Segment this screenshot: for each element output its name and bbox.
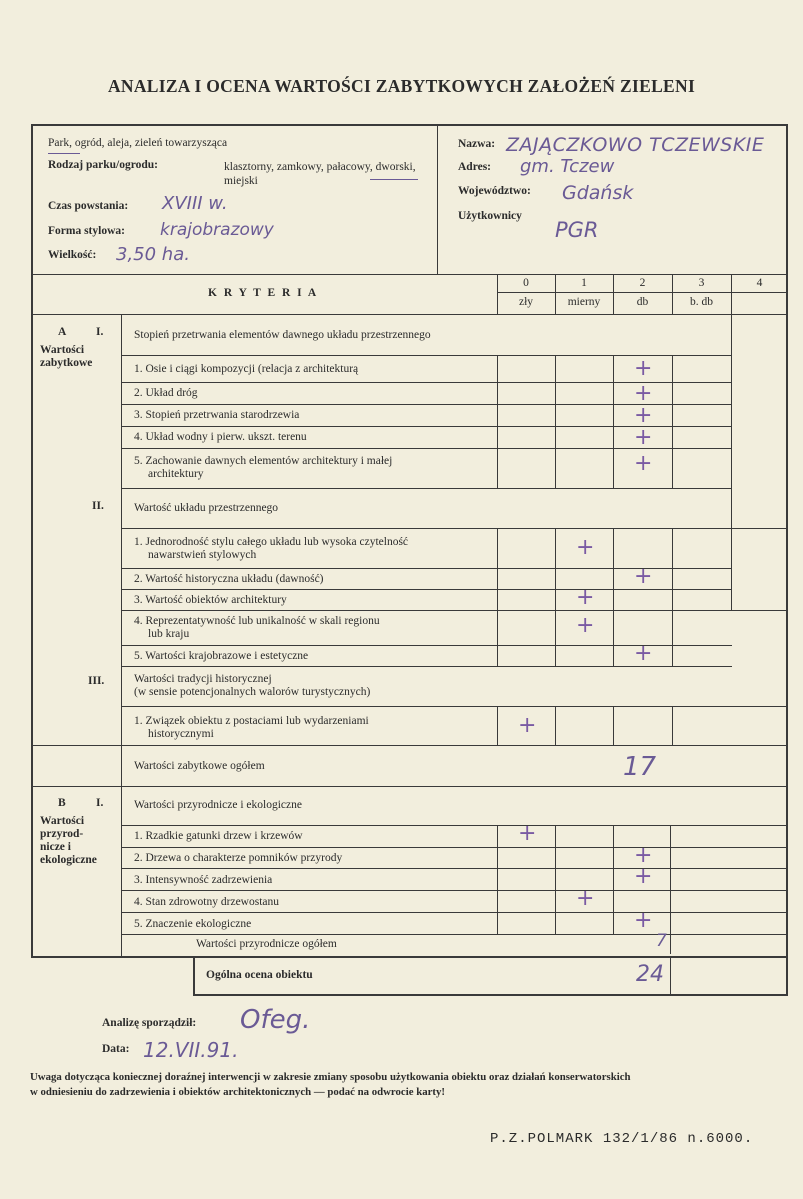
a-i-row-2: 2. Układ dróg [134,387,198,399]
underline-mark [48,153,80,154]
kryteria-label: K R Y T E R I A [208,287,319,299]
wojewodztwo-label: Województwo: [458,185,531,197]
a-ii-row-1b: nawarstwień stylowych [148,549,257,561]
a-i-title: Stopień przetrwania elementów dawnego układu przestrzennego [134,329,431,341]
a-ii-row-3: 3. Wartość obiektów architektury [134,594,287,606]
author-signature: Ofeg. [240,1005,311,1035]
a-iii-title-2: (w sensie potencjonalnych walorów turystycznych) [134,686,371,698]
forma-value: krajobrazowy [160,220,274,240]
adres-value: gm. Tczew [520,156,615,177]
a-iii-row-1b: historycznymi [148,728,214,740]
rodzaj-label: Rodzaj parku/ogrodu: [48,159,159,171]
col-3-name: b. db [690,296,713,308]
uzytkownicy-label: Użytkownicy [458,210,522,222]
col-2-name: db [636,296,649,308]
wielkosc-value: 3,50 ha. [116,244,190,265]
section-a-iii-roman: III. [88,675,105,687]
a-i-row-3: 3. Stopień przetrwania starodrzewia [134,409,300,421]
col-3-num: 3 [698,277,705,289]
score-mark-b_i-3: + [634,864,653,889]
col-1-name: mierny [567,296,601,308]
a-ii-row-5: 5. Wartości krajobrazowe i estetyczne [134,650,309,662]
score-mark-a_ii-2: + [634,564,653,589]
a-i-row-4: 4. Układ wodny i pierw. ukszt. terenu [134,431,307,443]
score-mark-a_i-1: + [634,356,653,381]
a-ii-row-2: 2. Wartość historyczna układu (dawność) [134,573,324,585]
czas-value: XVIII w. [162,193,228,214]
wojewodztwo-value: Gdańsk [562,182,634,204]
underline-mark [370,179,418,180]
czas-label: Czas powstania: [48,200,129,212]
b-row-4: 4. Stan zdrowotny drzewostanu [134,896,279,908]
park-type-label: Park, ogród, aleja, zieleń towarzysząca [48,137,228,149]
adres-label: Adres: [458,161,492,173]
score-mark-b_i-1: + [518,821,537,846]
col-0-num: 0 [523,277,529,289]
section-b-letter: B [58,797,66,809]
uzytkownicy-value: PGR [555,218,599,242]
col-2-num: 2 [639,277,646,289]
score-mark-a_ii-5: + [634,641,653,666]
b-row-5: 5. Znaczenie ekologiczne [134,918,252,930]
a-total-value: 17 [623,752,657,782]
b-row-3: 3. Intensywność zadrzewienia [134,874,273,886]
section-a-letter: A [58,326,67,338]
document-title: ANALIZA I OCENA WARTOŚCI ZABYTKOWYCH ZAŁOŻEŃ ZIELENI [107,76,696,96]
col-1-num: 1 [581,277,587,289]
a-iii-row-1: 1. Związek obiektu z postaciami lub wydarzeniami [134,715,369,727]
a-ii-row-4: 4. Reprezentatywność lub unikalność w skali regionu [134,615,380,627]
header-divider [437,126,438,274]
score-mark-a_i-3: + [634,403,653,428]
score-mark-a_ii-1: + [576,535,595,560]
col-0-name: zły [518,296,534,308]
section-b-roman: I. [96,797,104,809]
a-iii-title: Wartości tradycji historycznej [134,673,272,685]
print-code: P.Z.POLMARK 132/1/86 n.6000. [490,1131,754,1147]
section-a-name: Wartości zabytkowe [40,344,93,369]
score-mark-a_i-5: + [634,451,653,476]
score-mark-a_ii-3: + [576,585,595,610]
wielkosc-label: Wielkość: [48,249,97,261]
note-line-2: w odniesieniu do zadrzewienia i obiektów architektonicznych — podać na odwrocie karty! [30,1086,445,1098]
overall-label: Ogólna ocena obiektu [206,969,313,981]
b-total-value: 7 [656,931,667,951]
forma-label: Forma stylowa: [48,225,125,237]
b-row-1: 1. Rzadkie gatunki drzew i krzewów [134,830,303,842]
score-mark-a_ii-4: + [576,613,595,638]
nazwa-value: ZAJĄCZKOWO TCZEWSKIE [506,134,765,156]
author-label: Analizę sporządził: [102,1017,197,1029]
score-mark-b_i-5: + [634,908,653,933]
b-row-2: 2. Drzewa o charakterze pomników przyrody [134,852,343,864]
note-line-1: Uwaga dotycząca koniecznej doraźnej interwencji w zakresie zmiany sposobu użytkowania obiektu oraz działań konserwatorskich [30,1071,631,1083]
rodzaj-options: klasztorny, zamkowy, pałacowy, dworski, [224,161,416,173]
a-ii-row-4b: lub kraju [148,628,190,640]
section-a-ii-roman: II. [92,500,104,512]
score-mark-a_i-4: + [634,425,653,450]
nazwa-label: Nazwa: [458,138,496,150]
b-total-label: Wartości przyrodnicze ogółem [196,938,337,950]
a-i-row-5b: architektury [148,468,204,480]
b-i-title: Wartości przyrodnicze i ekologiczne [134,799,302,811]
score-mark-b_i-4: + [576,886,595,911]
section-a-roman: I. [96,326,104,338]
a-i-row-5: 5. Zachowanie dawnych elementów architektury i małej [134,455,393,467]
overall-value: 24 [636,962,664,987]
score-mark-a_i-2: + [634,381,653,406]
score-mark-a_iii-1: + [518,713,537,738]
section-b-name: Wartości przyrod- nicze i ekologiczne [40,815,97,866]
score-mark-b_i-2: + [634,843,653,868]
rodzaj-options-2: miejski [224,175,258,187]
date-value: 12.VII.91. [143,1038,239,1062]
a-ii-title: Wartość układu przestrzennego [134,502,279,514]
a-ii-row-1: 1. Jednorodność stylu całego układu lub wysoka czytelność [134,536,409,548]
a-i-row-1: 1. Osie i ciągi kompozycji (relacja z architekturą [134,363,359,375]
date-label: Data: [102,1043,130,1055]
a-total-label: Wartości zabytkowe ogółem [134,760,265,772]
col-4-num: 4 [756,277,763,289]
section-column-divider [121,314,122,958]
